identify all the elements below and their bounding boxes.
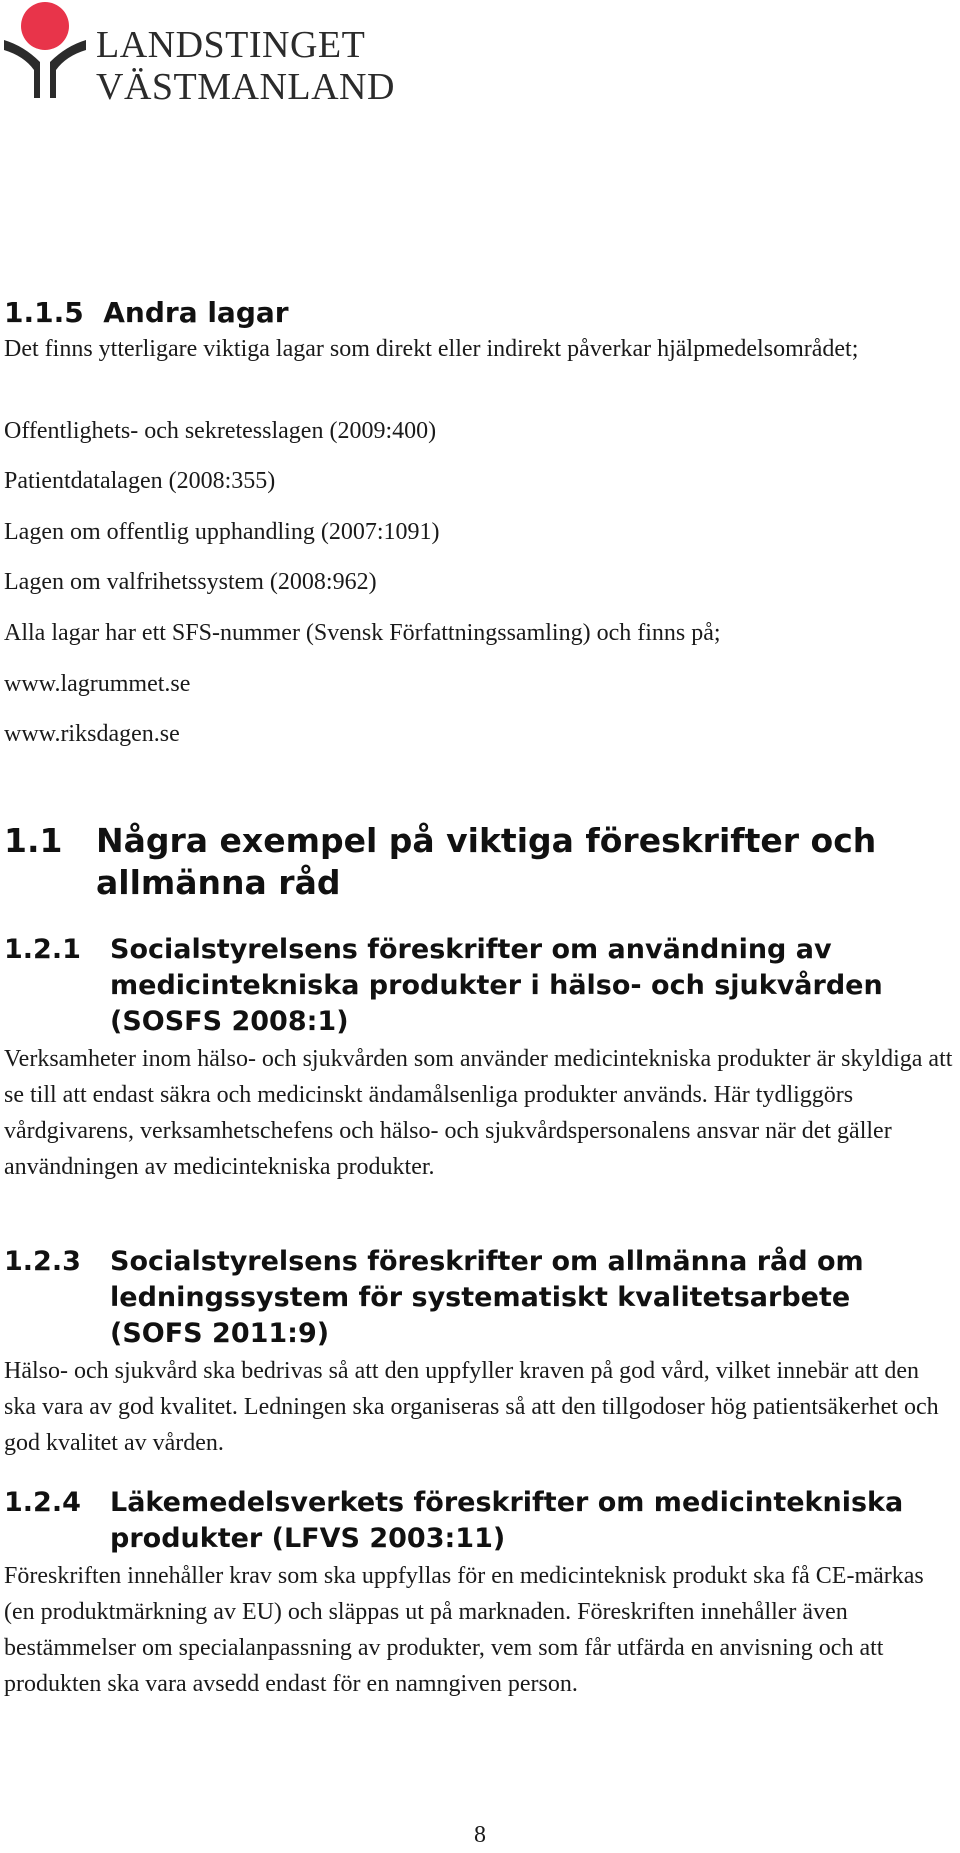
landstinget-logo	[0, 0, 395, 108]
section-title: Andra lagar	[103, 296, 289, 329]
logo-emblem-icon	[0, 0, 90, 104]
page-number: 8	[474, 1822, 486, 1848]
logo-wordmark	[96, 26, 395, 106]
logo-line-2: VÄSTMANLAND	[96, 66, 395, 108]
section-heading-1-1-5	[4, 296, 289, 329]
law-item: Offentlighets- och sekretesslagen (2009:400)	[4, 418, 437, 444]
section-title: Socialstyrelsens föreskrifter om användning av medicintekniska produkter i hälso- och sjukvården (SOSFS 2008:1)	[110, 934, 883, 1037]
law-item: Patientdatalagen (2008:355)	[4, 468, 276, 494]
section-number: 1.1	[4, 821, 63, 860]
section-number: 1.2.1	[4, 934, 81, 965]
section-body-1-2-4: Föreskriften innehåller krav som ska uppfyllas för en medicinteknisk produkt ska få CE-märkas (en produktmärkning av EU) och släppas ut på marknaden. Föreskriften innehåller även bestämmelser om specialanpassning av produkter, vem som får utfärda en anvisning och att produkten ska vara avsedd endast för en namngiven person.	[4, 1563, 924, 1697]
section-heading-1-1	[4, 820, 954, 904]
section-heading-1-2-3	[4, 1244, 954, 1352]
law-item: Lagen om valfrihetssystem (2008:962)	[4, 569, 377, 595]
sfs-note: Alla lagar har ett SFS-nummer (Svensk Författningssamling) och finns på;	[4, 620, 721, 646]
section-title: Några exempel på viktiga föreskrifter och allmänna råd	[96, 821, 877, 902]
section-heading-1-2-4	[4, 1485, 954, 1557]
section-title: Socialstyrelsens föreskrifter om allmänna råd om ledningssystem för systematiskt kvalitetsarbete (SOFS 2011:9)	[110, 1246, 864, 1349]
section-body-1-2-1: Verksamheter inom hälso- och sjukvården som använder medicintekniska produkter är skyldiga att se till att endast säkra och medicinskt ändamålsenliga produkter används. Här tydliggörs vårdgivarens, verksamhetschefens och hälso- och sjukvårdspersonalens ansvar när det gäller användningen av medicintekniska produkter.	[4, 1046, 953, 1180]
section-heading-1-2-1	[4, 932, 954, 1040]
section-title: Läkemedelsverkets föreskrifter om medicintekniska produkter (LFVS 2003:11)	[110, 1487, 904, 1554]
law-item: Lagen om offentlig upphandling (2007:1091)	[4, 519, 440, 545]
link-lagrummet[interactable]: www.lagrummet.se	[4, 671, 191, 697]
intro-paragraph: Det finns ytterligare viktiga lagar som direkt eller indirekt påverkar hjälpmedelsområdet;	[4, 336, 859, 362]
logo-line-1: LANDSTINGET	[96, 24, 366, 66]
link-riksdagen[interactable]: www.riksdagen.se	[4, 721, 180, 747]
section-number: 1.1.5	[4, 296, 84, 329]
section-number: 1.2.3	[4, 1246, 81, 1277]
section-body-1-2-3: Hälso- och sjukvård ska bedrivas så att den uppfyller kraven på god vård, vilket innebär att den ska vara av god kvalitet. Ledningen ska organiseras så att den tillgodoser hög patientsäkerhet och god kvalitet av vården.	[4, 1358, 939, 1456]
section-number: 1.2.4	[4, 1487, 81, 1518]
